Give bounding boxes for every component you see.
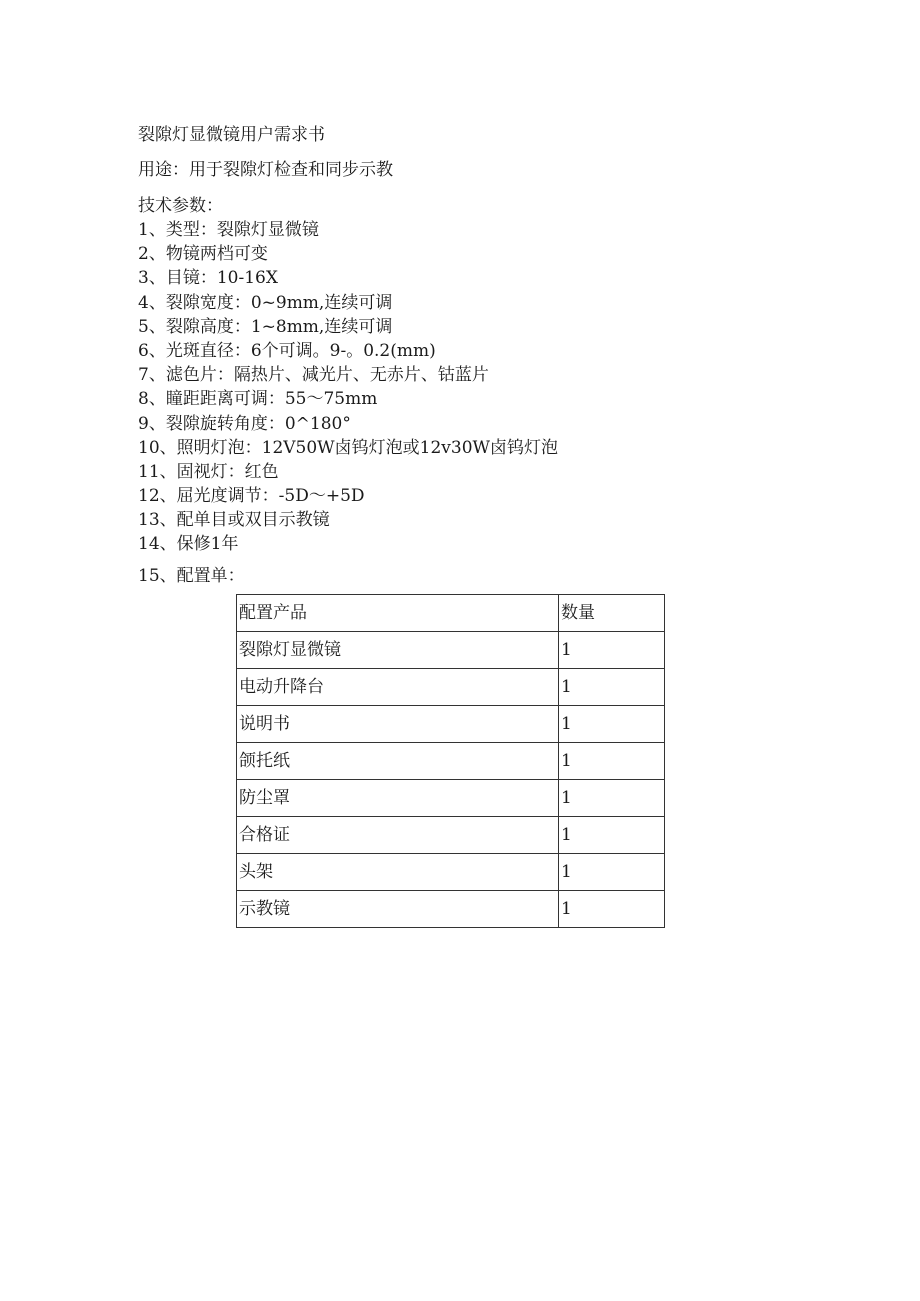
- spec-item-14: 14、保修1年: [138, 534, 239, 555]
- table-row: [237, 669, 665, 706]
- spec-item-1: 1、类型：裂隙灯显微镜: [138, 220, 319, 240]
- cell-product: 裂隙灯显微镜: [237, 632, 559, 669]
- cell-product: 头架: [237, 854, 559, 891]
- spec-item-6: 6、光斑直径：6个可调。9-。0.2(mm): [138, 340, 436, 361]
- config-table: [236, 594, 665, 928]
- table-row: [237, 780, 665, 817]
- cell-quantity: 1: [559, 706, 665, 743]
- table-row: [237, 706, 665, 743]
- spec-item-9: 9、裂隙旋转角度：0^180°: [138, 413, 351, 434]
- cell-product: 电动升降台: [237, 669, 559, 706]
- spec-item-8: 8、瞳距距离可调：55～75mm: [138, 389, 378, 410]
- cell-quantity: 1: [559, 854, 665, 891]
- cell-product: 示教镜: [237, 891, 559, 928]
- technical-params-heading: 技术参数：: [138, 196, 223, 216]
- spec-list: [138, 218, 558, 557]
- spec-item-12: 12、屈光度调节：-5D～+5D: [138, 486, 365, 507]
- spec-item-10: 10、照明灯泡：12V50W卤钨灯泡或12v30W卤钨灯泡: [138, 437, 558, 458]
- table-header-row: [237, 595, 665, 632]
- spec-item-3: 3、目镜：10-16X: [138, 268, 278, 289]
- cell-quantity: 1: [559, 669, 665, 706]
- cell-product: 防尘罩: [237, 780, 559, 817]
- table-row: [237, 817, 665, 854]
- table-row: [237, 854, 665, 891]
- config-list-heading: 15、配置单：: [138, 566, 245, 586]
- spec-item-13: 13、配单目或双目示教镜: [138, 510, 330, 531]
- document-title: 裂隙灯显微镜用户需求书: [138, 125, 325, 145]
- spec-item-2: 2、物镜两档可变: [138, 244, 268, 265]
- header-product: 配置产品: [237, 595, 559, 632]
- cell-quantity: 1: [559, 817, 665, 854]
- cell-quantity: 1: [559, 780, 665, 817]
- table-row: [237, 743, 665, 780]
- purpose-line: 用途：用于裂隙灯检查和同步示教: [138, 160, 393, 180]
- table-row: [237, 891, 665, 928]
- cell-product: 说明书: [237, 706, 559, 743]
- spec-item-4: 4、裂隙宽度：0~9mm,连续可调: [138, 292, 393, 313]
- cell-quantity: 1: [559, 743, 665, 780]
- cell-quantity: 1: [559, 891, 665, 928]
- header-quantity: 数量: [559, 595, 665, 632]
- spec-item-11: 11、固视灯：红色: [138, 461, 279, 482]
- spec-item-5: 5、裂隙高度：1~8mm,连续可调: [138, 316, 393, 337]
- spec-item-7: 7、滤色片：隔热片、减光片、无赤片、钴蓝片: [138, 365, 489, 386]
- cell-product: 颌托纸: [237, 743, 559, 780]
- table-row: [237, 632, 665, 669]
- cell-product: 合格证: [237, 817, 559, 854]
- cell-quantity: 1: [559, 632, 665, 669]
